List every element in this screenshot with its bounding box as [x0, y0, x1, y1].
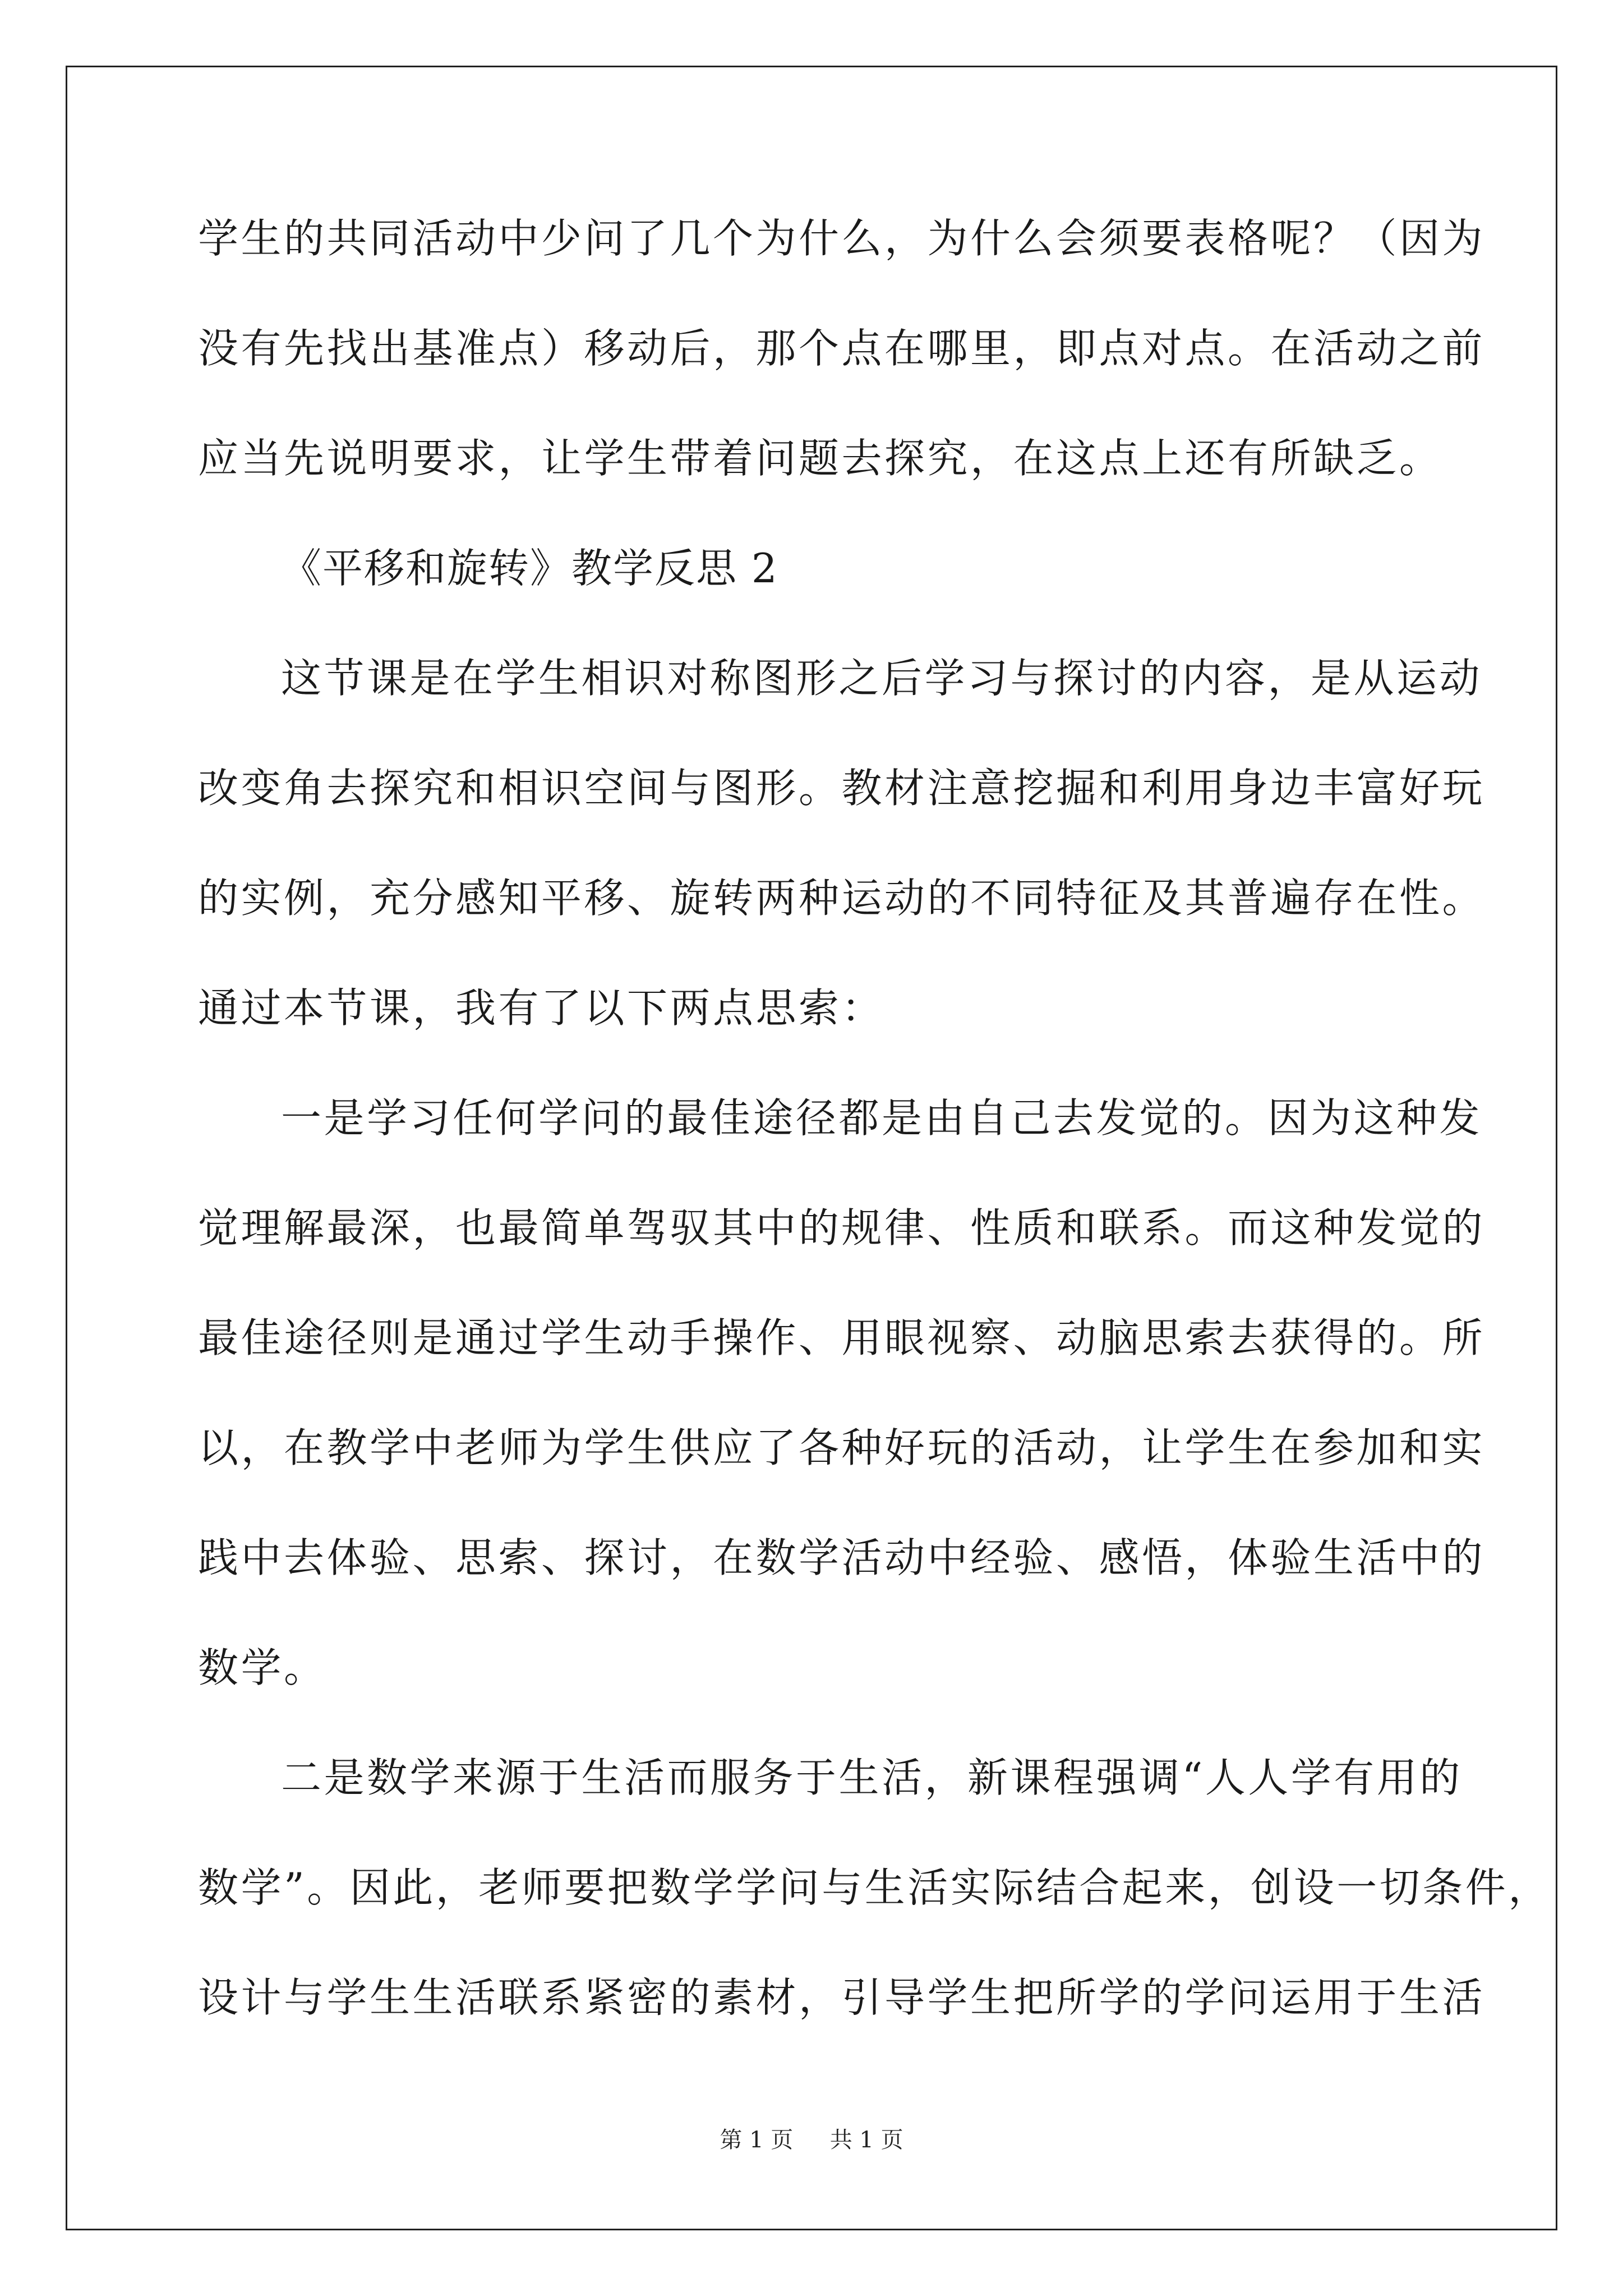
section-heading: 《平移和旋转》教学反思 2 — [281, 545, 778, 592]
body-line: 通过本节课，我有了以下两点思索： — [198, 984, 885, 1032]
body-line: 这节课是在学生相识对称图形之后学习与探讨的内容，是从运动 — [281, 655, 1483, 702]
document-body — [198, 199, 1551, 2068]
body-line: 觉理解最深，也最简单驾驭其中的规律、性质和联系。而这种发觉的 — [198, 1204, 1486, 1251]
body-line: 践中去体验、思索、探讨，在数学活动中经验、感悟，体验生活中的 — [198, 1534, 1486, 1581]
body-line: 数学。 — [198, 1644, 327, 1691]
page-number: 第 1 页 — [720, 2127, 794, 2153]
body-line: 的实例，充分感知平移、旋转两种运动的不同特征及其普遍存在性。 — [198, 875, 1486, 922]
body-line: 以，在教学中老师为学生供应了各种好玩的活动，让学生在参加和实 — [198, 1424, 1486, 1471]
body-line: 设计与学生生活联系紧密的素材，引导学生把所学的学问运用于生活 — [198, 1974, 1486, 2021]
body-line: 最佳途径则是通过学生动手操作、用眼视察、动脑思索去获得的。所 — [198, 1314, 1486, 1361]
body-line: 一是学习任何学问的最佳途径都是由自己去发觉的。因为这种发 — [281, 1094, 1483, 1142]
body-line: 二是数学来源于生活而服务于生活，新课程强调“人人学有用的 — [281, 1754, 1463, 1801]
body-line: 数学”。因此，老师要把数学学问与生活实际结合起来，创设一切条件， — [198, 1864, 1551, 1911]
page-total: 共 1 页 — [829, 2127, 903, 2153]
body-line: 改变角去探究和相识空间与图形。教材注意挖掘和利用身边丰富好玩 — [198, 765, 1486, 812]
body-line: 没有先找出基准点）移动后，那个点在哪里，即点对点。在活动之前 — [198, 325, 1486, 372]
page-footer — [0, 2124, 1623, 2156]
body-line: 应当先说明要求，让学生带着问题去探究，在这点上还有所缺乏。 — [198, 435, 1442, 482]
body-line: 学生的共同活动中少问了几个为什么，为什么会须要表格呢？（因为 — [198, 215, 1486, 262]
